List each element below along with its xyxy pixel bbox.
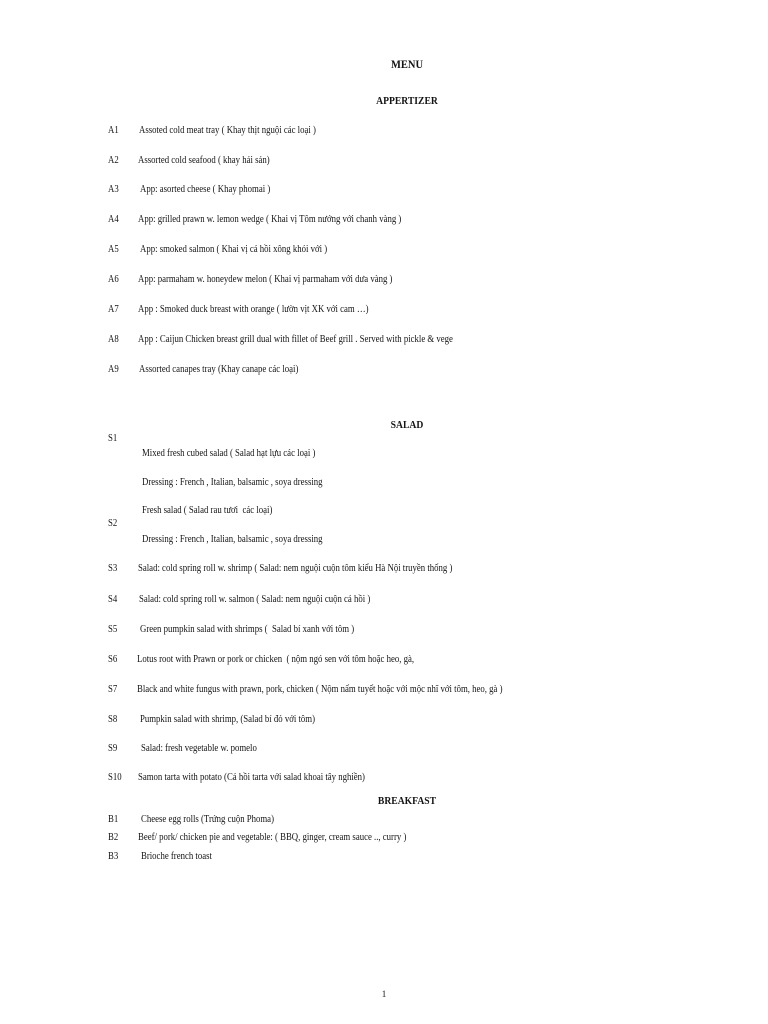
item-code: S4 [108, 594, 118, 605]
item-code: A4 [108, 214, 119, 225]
item-code: S7 [108, 684, 118, 695]
page-title: MENU [390, 57, 424, 71]
menu-item [0, 594, 768, 606]
item-text: Beef/ pork/ chicken pie and vegetable: ( BBQ, ginger, cream sauce .., curry ) [138, 832, 407, 843]
item-code: A6 [108, 274, 119, 285]
page-number: 1 [381, 989, 387, 999]
menu-item [0, 304, 768, 316]
menu-item [0, 814, 768, 826]
menu-item [0, 364, 768, 376]
item-text: Samon tarta with potato (Cá hồi tarta với salad khoai tây nghiền) [138, 772, 365, 783]
item-code: S2 [108, 518, 118, 529]
item-text: App: grilled prawn w. lemon wedge ( Khai vị Tôm nướng với chanh vàng ) [138, 214, 402, 225]
item-code: A3 [108, 184, 119, 195]
menu-item [0, 244, 768, 256]
item-text: App: parmaham w. honeydew melon ( Khai vị parmaham với dưa vàng ) [138, 274, 393, 285]
menu-item [0, 155, 768, 167]
item-code: S5 [108, 624, 118, 635]
menu-item-line [0, 448, 768, 460]
item-text: Salad: cold spring roll w. salmon ( Salad: nem nguội cuộn cá hồi ) [139, 594, 371, 605]
item-code: S9 [108, 743, 118, 754]
item-code: S8 [108, 714, 118, 725]
menu-item-line [0, 477, 768, 489]
menu-item [0, 714, 768, 726]
menu-item [0, 125, 768, 137]
menu-item [0, 563, 768, 575]
item-text: Green pumpkin salad with shrimps ( Salad bí xanh với tôm ) [140, 624, 355, 635]
item-code: S1 [108, 433, 118, 444]
menu-item [0, 772, 768, 784]
item-text: App: smoked salmon ( Khai vị cá hồi xông khói với ) [140, 244, 328, 255]
item-text: Fresh salad ( Salad rau tươi các loại) [142, 505, 273, 516]
menu-item [0, 624, 768, 636]
section-heading-appetizer: APPERTIZER [376, 95, 438, 107]
item-code: A7 [108, 304, 119, 315]
menu-item [0, 832, 768, 844]
item-text: Mixed fresh cubed salad ( Salad hạt lựu các loại ) [142, 448, 316, 459]
menu-item [0, 684, 768, 696]
item-text: Cheese egg rolls (Trứng cuộn Phoma) [141, 814, 274, 825]
item-text: Pumpkin salad with shrimp, (Salad bí đỏ với tôm) [140, 714, 315, 725]
menu-item [0, 851, 768, 863]
item-code: A2 [108, 155, 119, 166]
item-text: App: asorted cheese ( Khay phomai ) [140, 184, 271, 195]
item-code: B1 [108, 814, 119, 825]
item-code: S10 [108, 772, 122, 783]
item-text: Black and white fungus with prawn, pork, chicken ( Nộm nấm tuyết hoặc với mộc nhĩ với tôm, heo, gà ) [137, 684, 503, 695]
item-text: Assorted canapes tray (Khay canape các loại) [139, 364, 299, 375]
item-text: Assorted cold seafood ( khay hải sản) [138, 155, 270, 166]
menu-item [0, 743, 768, 755]
menu-item-code-row [0, 518, 768, 530]
item-text: Salad: fresh vegetable w. pomelo [141, 743, 257, 754]
menu-item [0, 184, 768, 196]
item-text: Lotus root with Prawn or pork or chicken ( nộm ngó sen với tôm hoặc heo, gà, [137, 654, 415, 665]
item-code: S3 [108, 563, 118, 574]
item-code: A9 [108, 364, 119, 375]
item-code: B3 [108, 851, 119, 862]
menu-item [0, 654, 768, 666]
menu-item [0, 334, 768, 346]
menu-item-line [0, 534, 768, 546]
item-code: A1 [108, 125, 119, 136]
item-code: S6 [108, 654, 118, 665]
section-heading-salad: SALAD [390, 419, 424, 431]
item-dressing: Dressing : French , Italian, balsamic , soya dressing [142, 477, 323, 488]
item-code: B2 [108, 832, 119, 843]
menu-item [0, 274, 768, 286]
item-text: Assoted cold meat tray ( Khay thịt nguội các loại ) [139, 125, 316, 136]
item-text: Brioche french toast [141, 851, 212, 862]
item-text: App : Caijun Chicken breast grill dual with fillet of Beef grill . Served with pickle & vege [138, 334, 453, 345]
menu-item-line [0, 505, 768, 517]
item-text: App : Smoked duck breast with orange ( lườn vịt XK với cam …) [138, 304, 369, 315]
item-dressing: Dressing : French , Italian, balsamic , soya dressing [142, 534, 323, 545]
section-heading-breakfast: BREAKFAST [377, 795, 437, 807]
menu-item-code-row [0, 433, 768, 445]
menu-item [0, 214, 768, 226]
item-code: A5 [108, 244, 119, 255]
item-text: Salad: cold spring roll w. shrimp ( Salad: nem nguội cuộn tôm kiểu Hà Nội truyền thống ) [138, 563, 453, 574]
item-code: A8 [108, 334, 119, 345]
